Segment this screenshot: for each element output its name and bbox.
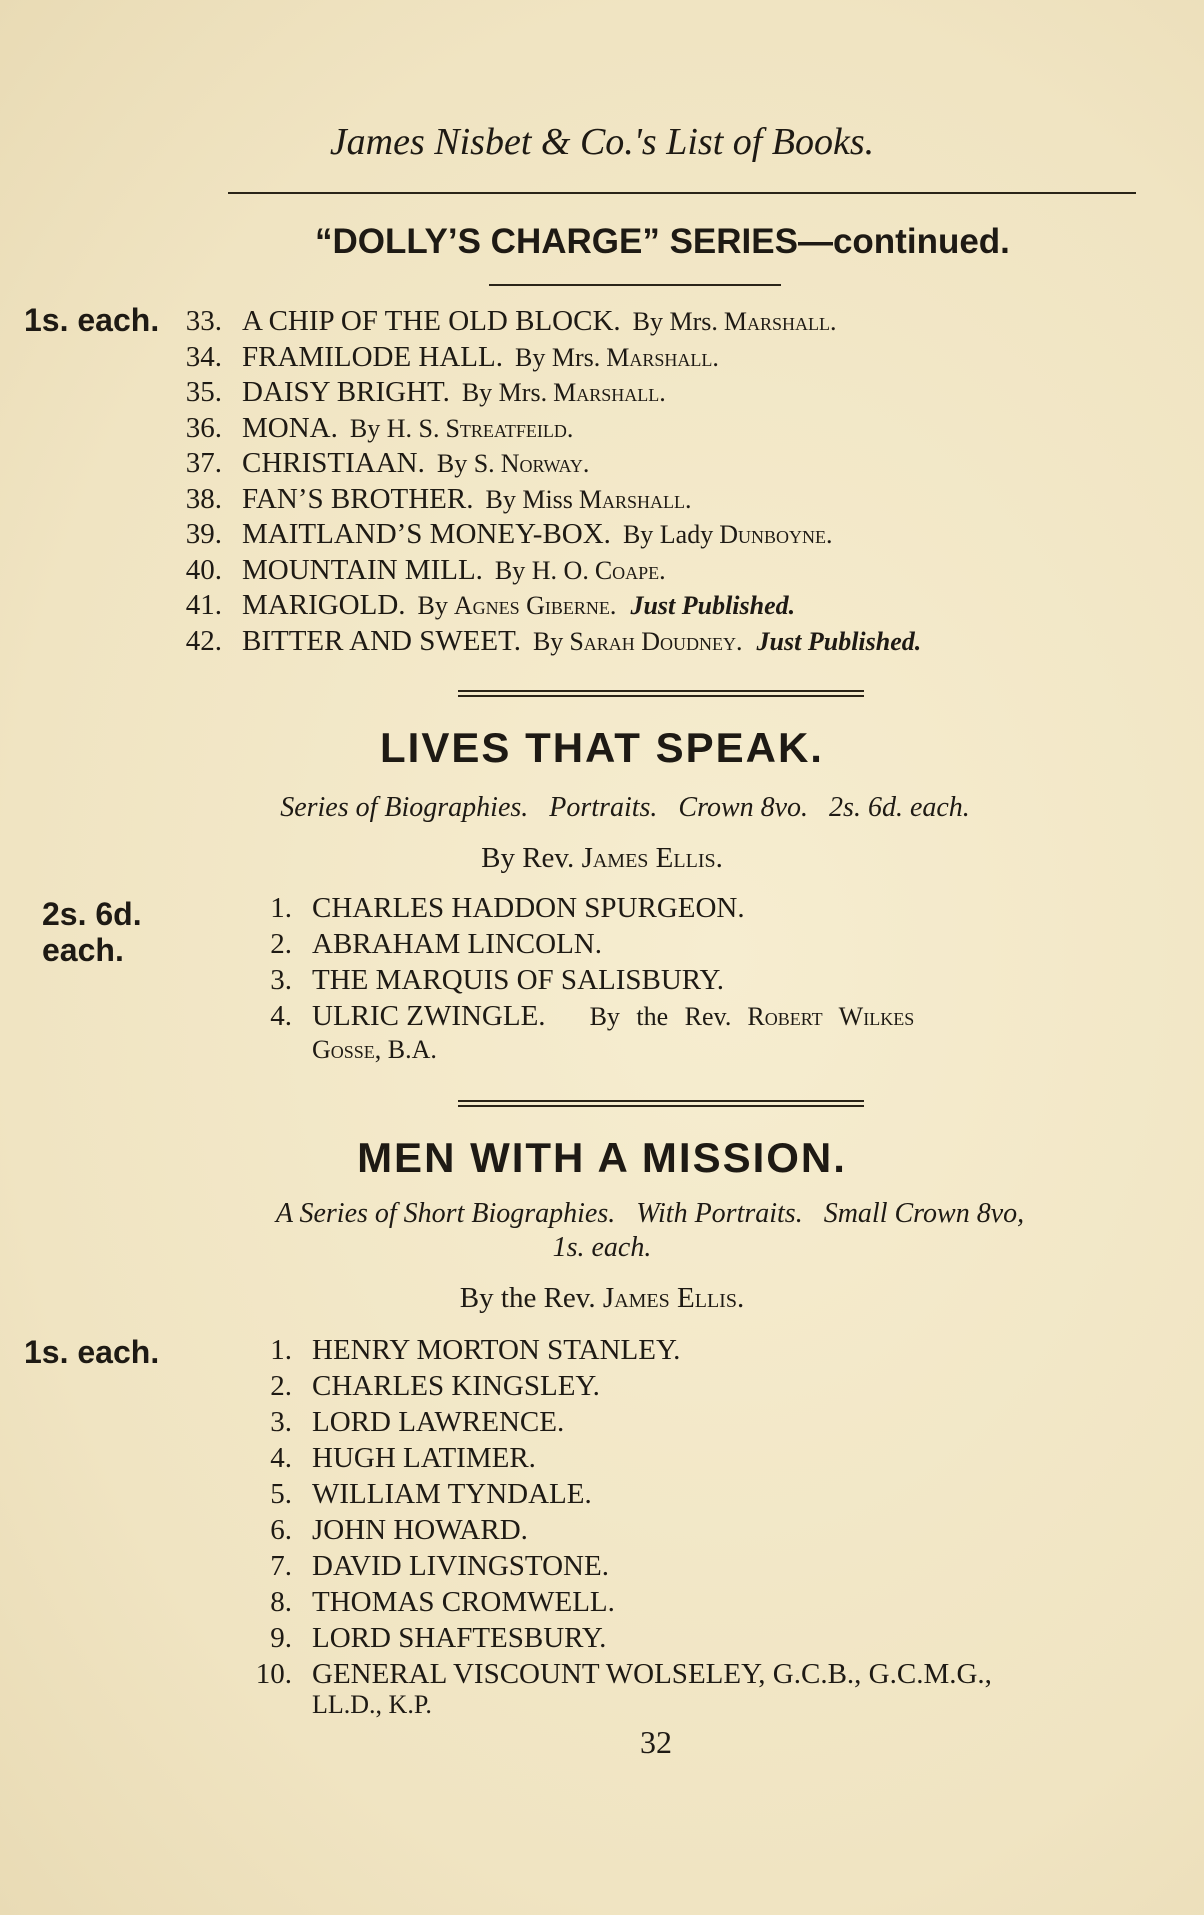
item-by: By the Rev. xyxy=(589,1002,732,1031)
item-by: By Lady xyxy=(622,520,714,549)
list-item xyxy=(180,411,1170,447)
running-head: James Nisbet & Co.'s List of Books. xyxy=(329,121,875,163)
item-title: DAISY BRIGHT. xyxy=(242,376,450,408)
dollys-charge-list xyxy=(180,304,1170,659)
item-author: Norway. xyxy=(500,449,590,478)
price-line: 2s. 6d. xyxy=(42,896,142,932)
item-number: 3. xyxy=(270,964,292,996)
byline-author: James Ellis. xyxy=(602,1282,745,1314)
list-item xyxy=(180,304,1170,340)
item-author: Marshall. xyxy=(723,307,837,336)
item-by: By Mrs. xyxy=(461,378,548,407)
item-by: By Mrs. xyxy=(515,342,601,372)
list-item xyxy=(250,1512,1170,1548)
list-item xyxy=(250,1620,1170,1656)
item-author: Robert Wilkes xyxy=(747,1002,915,1031)
item-number: 7. xyxy=(270,1550,292,1582)
list-item xyxy=(180,482,1170,518)
item-title: CHRISTIAAN. xyxy=(242,447,425,479)
item-number: 10. xyxy=(255,1658,292,1690)
series-description-cont: 1s. each. xyxy=(552,1232,652,1263)
item-number: 40. xyxy=(185,553,222,586)
item-author: Streatfeild. xyxy=(445,413,574,443)
item-title: THE MARQUIS OF SALISBURY. xyxy=(312,964,724,996)
price-label xyxy=(42,896,142,968)
item-title: THOMAS CROMWELL. xyxy=(312,1586,615,1618)
item-note: Just Published. xyxy=(630,591,796,620)
item-number: 39. xyxy=(185,518,222,550)
item-number: 37. xyxy=(185,447,222,479)
list-item xyxy=(180,624,1170,660)
item-number: 2. xyxy=(270,1370,292,1402)
item-number: 41. xyxy=(185,589,222,621)
list-item xyxy=(270,890,1130,926)
item-number: 1. xyxy=(270,1334,292,1366)
item-author: Marshall. xyxy=(578,484,692,514)
item-title: MONA. xyxy=(242,411,338,444)
item-title-continued: LL.D., K.P. xyxy=(312,1690,432,1719)
list-item xyxy=(250,1332,1170,1368)
list-item xyxy=(180,517,1170,553)
list-item xyxy=(250,1368,1170,1404)
item-title: WILLIAM TYNDALE. xyxy=(312,1478,592,1510)
item-title: GENERAL VISCOUNT WOLSELEY, G.C.B., G.C.M.G., xyxy=(312,1658,992,1690)
section-double-rule xyxy=(458,690,864,697)
list-item xyxy=(250,1440,1170,1476)
item-title: FRAMILODE HALL. xyxy=(242,340,503,373)
item-by: By xyxy=(417,591,448,620)
list-item xyxy=(180,553,1170,589)
item-number: 5. xyxy=(270,1478,292,1510)
item-author: Dunboyne. xyxy=(719,520,833,549)
item-by: By S. xyxy=(436,449,495,478)
series-byline xyxy=(0,1282,1204,1315)
item-number: 38. xyxy=(185,482,222,515)
item-number: 9. xyxy=(270,1622,292,1654)
price-label: 1s. each. xyxy=(24,302,160,338)
item-number: 34. xyxy=(185,340,222,373)
item-author: Marshall. xyxy=(553,378,666,407)
list-item xyxy=(270,962,1130,998)
list-item xyxy=(250,1476,1170,1512)
item-title: ULRIC ZWINGLE. xyxy=(312,1000,546,1032)
item-number: 4. xyxy=(270,1000,292,1032)
list-item xyxy=(250,1548,1170,1584)
header-rule xyxy=(228,192,1136,194)
item-title: MARIGOLD. xyxy=(242,589,406,621)
price-label: 1s. each. xyxy=(24,1334,160,1370)
list-item xyxy=(180,446,1170,482)
item-number: 1. xyxy=(270,892,292,924)
item-title: HUGH LATIMER. xyxy=(312,1442,536,1474)
byline-prefix: By the Rev. xyxy=(459,1282,596,1314)
item-number: 4. xyxy=(270,1442,292,1474)
item-number: 6. xyxy=(270,1514,292,1546)
byline-prefix: By Rev. xyxy=(481,842,575,874)
item-author-continued: Gosse, B.A. xyxy=(312,1035,437,1064)
item-title: CHARLES HADDON SPURGEON. xyxy=(312,892,745,924)
page-number: 32 xyxy=(640,1724,672,1760)
item-title: BITTER AND SWEET. xyxy=(242,624,521,657)
item-author: Agnes Giberne. xyxy=(453,591,617,620)
price-line: each. xyxy=(42,932,124,968)
item-number: 42. xyxy=(185,624,222,657)
item-title: JOHN HOWARD. xyxy=(312,1514,528,1546)
item-title: HENRY MORTON STANLEY. xyxy=(312,1334,681,1366)
series-byline xyxy=(0,842,1204,875)
section-rule xyxy=(489,284,781,286)
item-title: A CHIP OF THE OLD BLOCK. xyxy=(242,305,621,337)
item-title: ABRAHAM LINCOLN. xyxy=(312,928,602,960)
section-title-men-with-a-mission: MEN WITH A MISSION. xyxy=(357,1134,847,1181)
list-item xyxy=(250,1584,1170,1620)
item-number: 36. xyxy=(185,411,222,444)
item-title: FAN’S BROTHER. xyxy=(242,482,474,515)
series-description: Series of Biographies. Portraits. Crown 8vo. 2s. 6d. each. xyxy=(280,792,970,823)
byline-author: James Ellis. xyxy=(581,842,723,874)
item-number: 3. xyxy=(270,1406,292,1438)
item-number: 8. xyxy=(270,1586,292,1618)
item-author: Coape. xyxy=(594,555,666,585)
men-with-a-mission-list xyxy=(250,1332,1170,1718)
item-title: MOUNTAIN MILL. xyxy=(242,553,483,586)
item-number: 33. xyxy=(185,305,222,337)
lives-that-speak-list xyxy=(270,890,1130,1065)
section-title-lives-that-speak: LIVES THAT SPEAK. xyxy=(380,724,824,771)
item-by: By Miss xyxy=(485,484,573,514)
series-description: A Series of Short Biographies. With Portraits. Small Crown 8vo, xyxy=(275,1198,1025,1229)
item-author: Marshall. xyxy=(606,342,719,372)
list-item xyxy=(250,1656,1170,1692)
list-item xyxy=(180,588,1170,624)
item-title: CHARLES KINGSLEY. xyxy=(312,1370,600,1402)
list-item xyxy=(180,340,1170,376)
item-title: MAITLAND’S MONEY-BOX. xyxy=(242,518,611,550)
item-title: LORD LAWRENCE. xyxy=(312,1406,565,1438)
item-number: 2. xyxy=(270,928,292,960)
list-item xyxy=(250,1404,1170,1440)
list-item xyxy=(270,998,1130,1035)
item-note: Just Published. xyxy=(756,626,922,656)
item-title: LORD SHAFTESBURY. xyxy=(312,1622,607,1654)
item-author: Sarah Doudney. xyxy=(569,626,743,656)
section-double-rule xyxy=(458,1100,864,1107)
item-by: By H. O. xyxy=(494,555,589,585)
section-title-dollys-charge: “DOLLY’S CHARGE” SERIES—continued. xyxy=(315,222,1010,261)
item-by: By H. S. xyxy=(349,413,440,443)
item-by: By xyxy=(532,626,564,656)
item-number: 35. xyxy=(185,376,222,408)
item-by: By Mrs. xyxy=(632,307,718,336)
list-item xyxy=(270,926,1130,962)
item-title: DAVID LIVINGSTONE. xyxy=(312,1550,609,1582)
list-item xyxy=(180,375,1170,411)
